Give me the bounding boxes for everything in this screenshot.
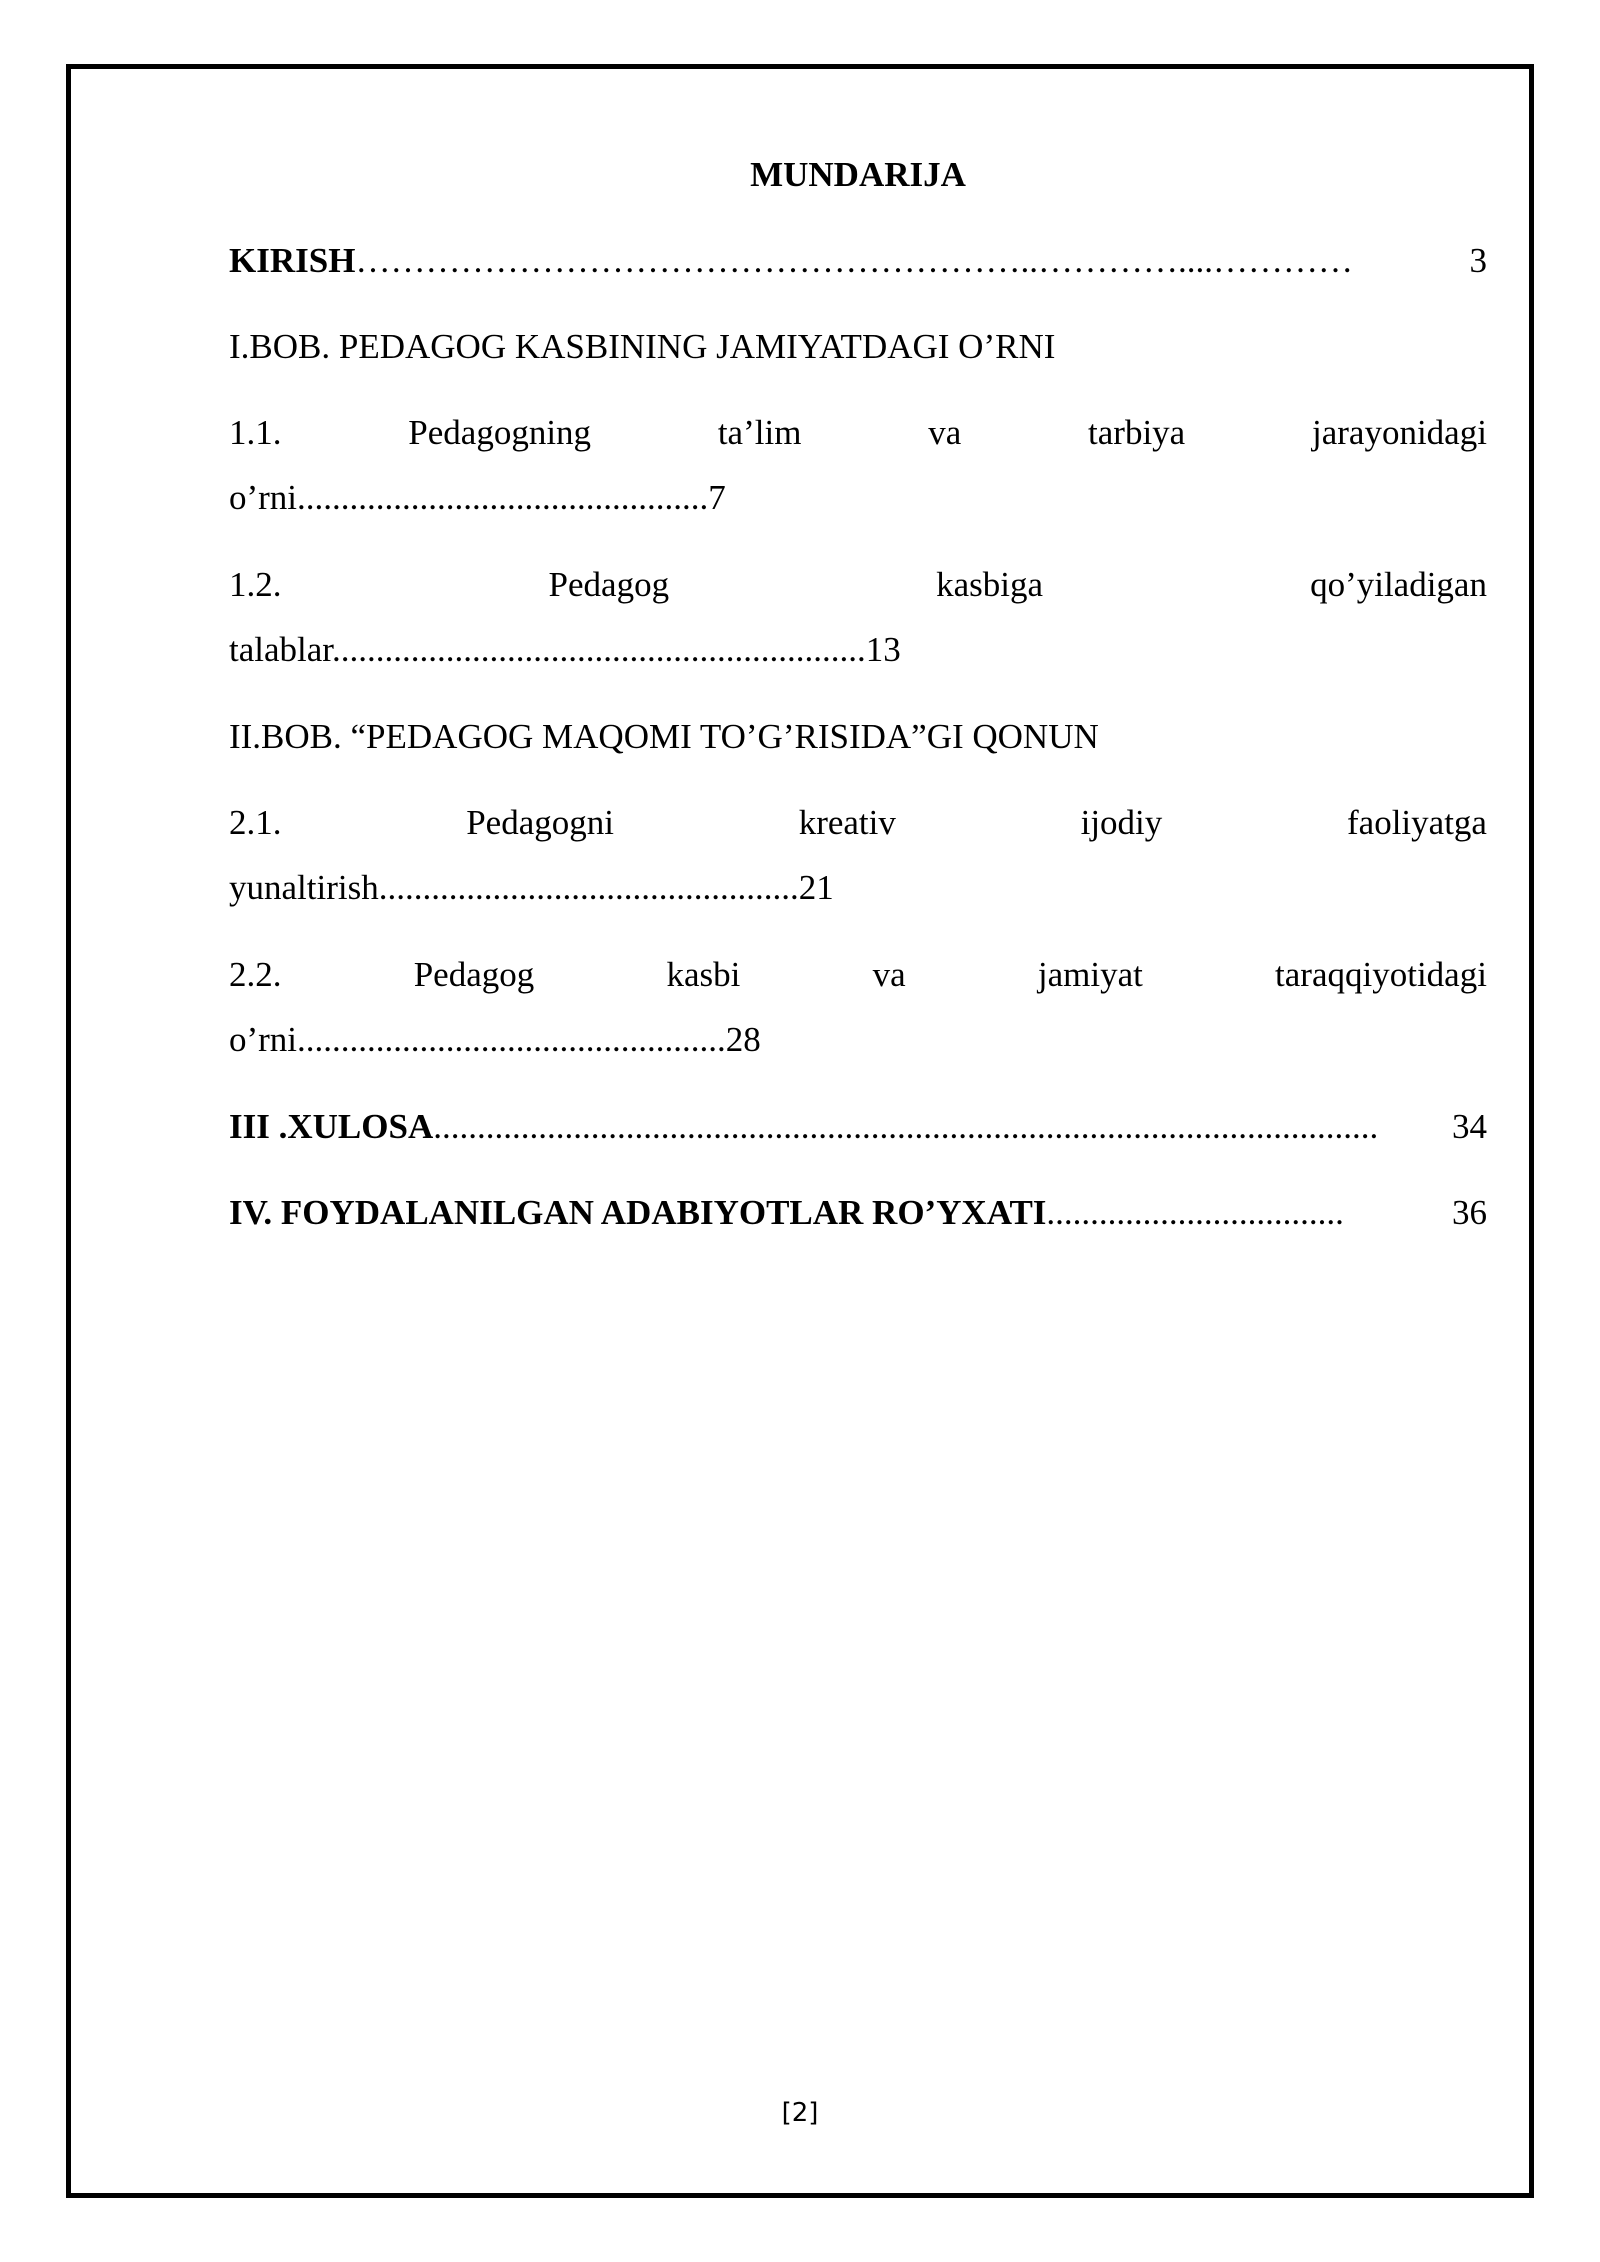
toc-word: kreativ (798, 803, 896, 842)
toc-page-number: 36 (1452, 1193, 1487, 1232)
toc-word: 1.2. (229, 565, 282, 604)
toc-continuation: o’rni (229, 478, 298, 517)
toc-word: jamiyat (1037, 955, 1143, 994)
toc-word: va (928, 413, 962, 452)
toc-entry-xulosa[interactable] (229, 1102, 1487, 1152)
toc-page-number: 13 (865, 630, 901, 669)
toc-leader-dots: ............................................................................................................ (433, 1107, 1379, 1146)
toc-leader-dots: ................................................ (378, 868, 799, 907)
toc-chapter-heading: II.BOB. “PEDAGOG MAQOMI TO’G’RISIDA”GI QONUN (229, 717, 1099, 756)
toc-word: kasbi (666, 955, 741, 994)
toc-word: tarbiya (1088, 413, 1186, 452)
toc-word: 1.1. (229, 413, 282, 452)
toc-word: 2.2. (229, 955, 282, 994)
toc-leader-dots: .................................. (1046, 1193, 1344, 1232)
toc-word: Pedagogni (466, 803, 614, 842)
toc-chapter-heading-1[interactable] (229, 322, 1487, 372)
toc-page-number: 21 (798, 868, 834, 907)
toc-entry-kirish[interactable] (229, 236, 1487, 286)
toc-continuation: yunaltirish (229, 868, 379, 907)
toc-chapter-heading-2[interactable] (229, 712, 1487, 762)
toc-entry-label: KIRISH (229, 241, 356, 280)
toc-word: Pedagog (413, 955, 535, 994)
toc-word: qo’yiladigan (1310, 565, 1487, 604)
toc-word: faoliyatga (1347, 803, 1487, 842)
toc-entry-1-2[interactable] (229, 560, 1487, 675)
toc-page-number: 28 (725, 1020, 761, 1059)
toc-page-number: 3 (1469, 241, 1487, 280)
toc-entry-adabiyotlar[interactable] (229, 1188, 1487, 1238)
toc-title: MUNDARIJA (750, 155, 966, 194)
toc-word: 2.1. (229, 803, 282, 842)
toc-entry-2-2[interactable] (229, 950, 1487, 1065)
toc-leader-dots: …………………………………………………..…………....………… (355, 241, 1353, 280)
toc-word: Pedagog (548, 565, 670, 604)
toc-word: ta’lim (717, 413, 802, 452)
toc-entry-1-1[interactable] (229, 408, 1487, 523)
toc-chapter-heading: I.BOB. PEDAGOG KASBINING JAMIYATDAGI O’RNI (229, 327, 1056, 366)
toc-entry-label: III .XULOSA (229, 1107, 434, 1146)
toc-continuation: talablar (229, 630, 333, 669)
toc-continuation: o’rni (229, 1020, 298, 1059)
page-number: [2] (781, 2098, 819, 2128)
toc-word: jarayonidagi (1312, 413, 1487, 452)
toc-page-number: 7 (708, 478, 726, 517)
toc-page-number: 34 (1452, 1107, 1487, 1146)
toc-word: Pedagogning (408, 413, 592, 452)
toc-entry-label: IV. FOYDALANILGAN ADABIYOTLAR RO’YXATI (229, 1193, 1047, 1232)
toc-leader-dots: ............................................... (297, 478, 709, 517)
toc-word: ijodiy (1080, 803, 1163, 842)
toc-word: taraqqiyotidagi (1275, 955, 1487, 994)
toc-word: kasbiga (936, 565, 1044, 604)
toc-leader-dots: ................................................. (297, 1020, 726, 1059)
toc-leader-dots: ............................................................. (332, 630, 866, 669)
toc-entry-2-1[interactable] (229, 798, 1487, 913)
toc-word: va (872, 955, 906, 994)
